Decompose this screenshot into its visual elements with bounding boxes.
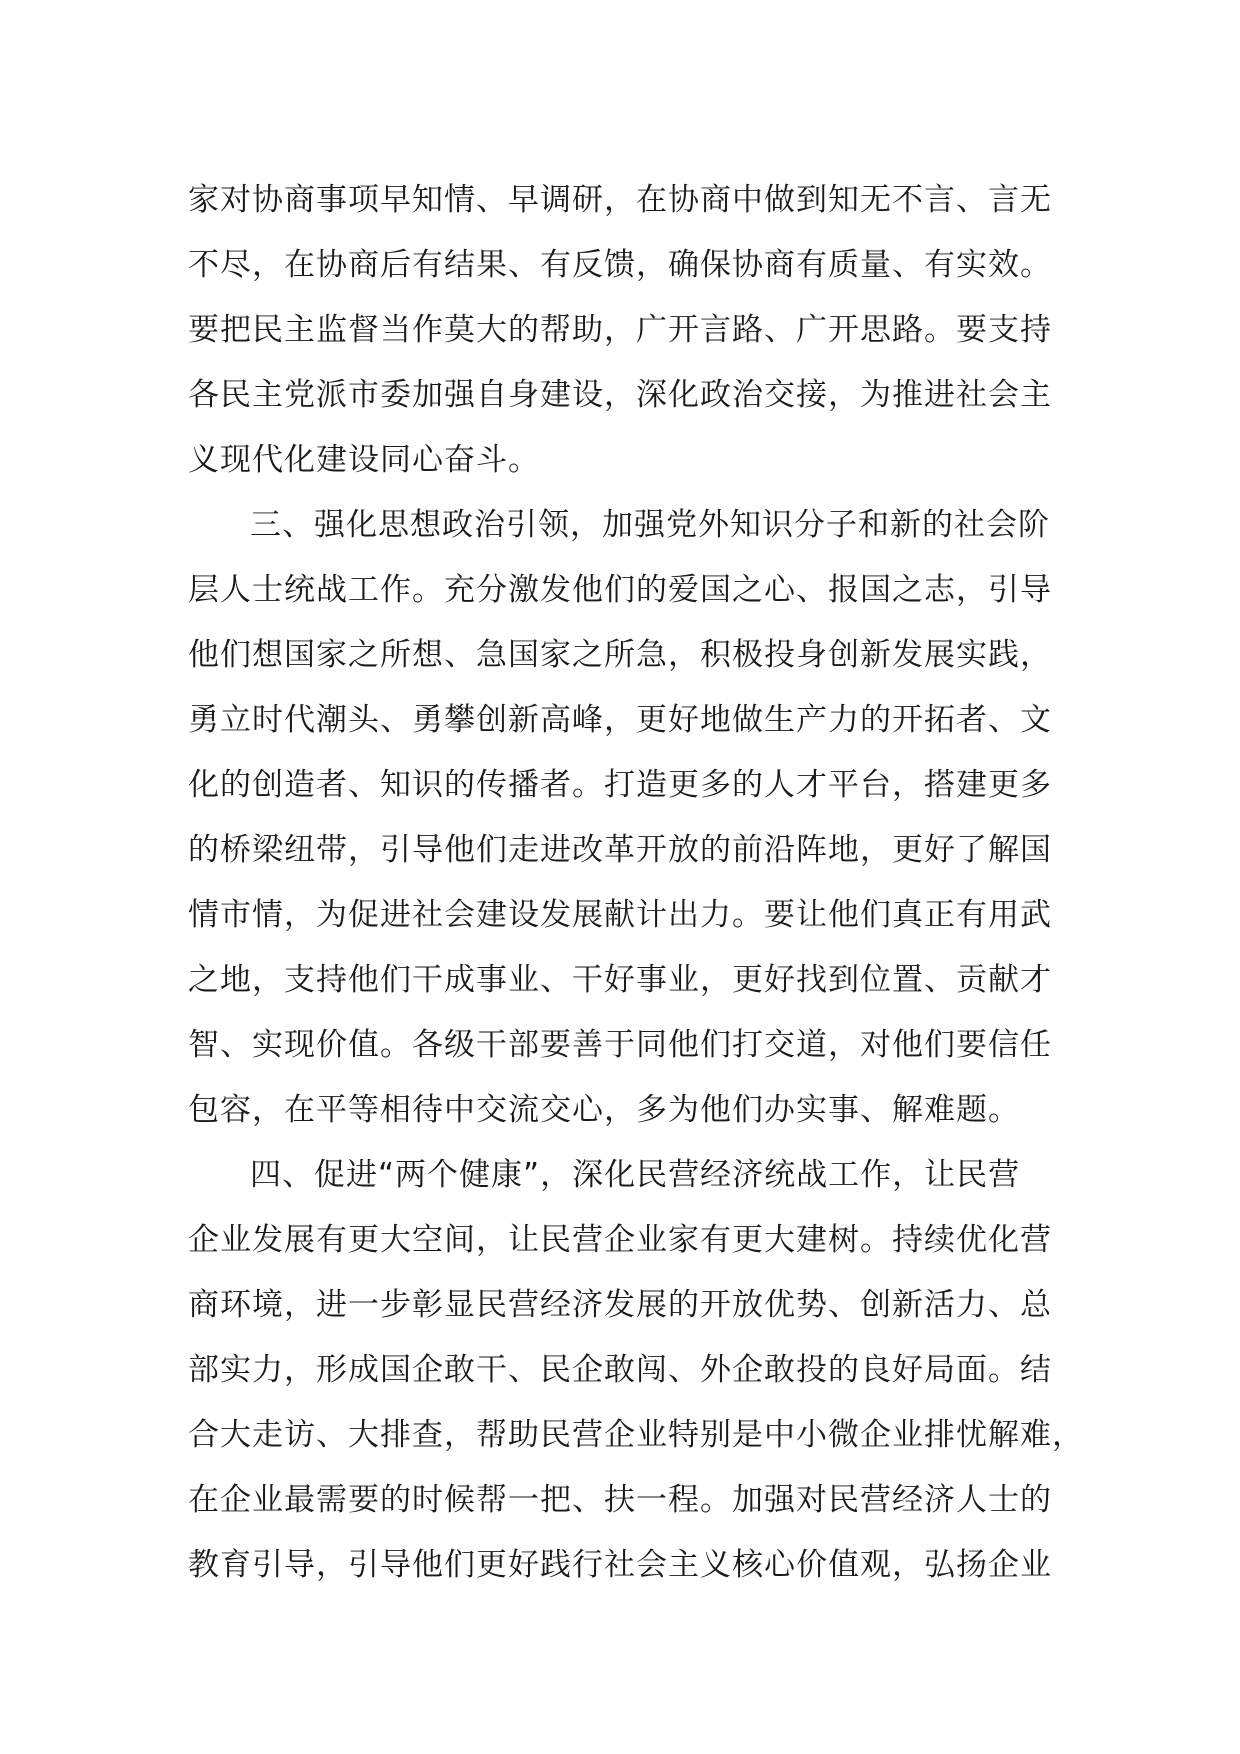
- text-line: 义现代化建设同心奋斗。: [188, 442, 540, 478]
- section-four-heading-line: 四、促进“两个健康”，深化民营经济统战工作，让民营: [250, 1157, 1021, 1193]
- text-line: 要把民主监督当作莫大的帮助，广开言路、广开思路。要支持: [188, 312, 1052, 348]
- text-line: 企业发展有更大空间，让民营企业家有更大建树。持续优化营: [188, 1222, 1052, 1258]
- text-line: 智、实现价值。各级干部要善于同他们打交道，对他们要信任: [188, 1027, 1052, 1063]
- text-line: 教育引导，引导他们更好践行社会主义核心价值观，弘扬企业: [188, 1547, 1052, 1583]
- text-line: 之地，支持他们干成事业、干好事业，更好找到位置、贡献才: [188, 962, 1052, 998]
- text-line: 各民主党派市委加强自身建设，深化政治交接，为推进社会主: [188, 377, 1052, 413]
- text-line: 包容，在平等相待中交流交心，多为他们办实事、解难题。: [188, 1092, 1020, 1128]
- text-line: 在企业最需要的时候帮一把、扶一程。加强对民营经济人士的: [188, 1482, 1052, 1518]
- text-line: 层人士统战工作。充分激发他们的爱国之心、报国之志，引导: [188, 572, 1052, 608]
- body-text: [188, 168, 1084, 1598]
- text-line: 的桥梁纽带，引导他们走进改革开放的前沿阵地，更好了解国: [188, 832, 1052, 868]
- text-line: 家对协商事项早知情、早调研，在协商中做到知无不言、言无: [188, 182, 1052, 218]
- text-line: 情市情，为促进社会建设发展献计出力。要让他们真正有用武: [188, 897, 1052, 933]
- text-line: 化的创造者、知识的传播者。打造更多的人才平台，搭建更多: [188, 767, 1052, 803]
- section-three-heading-line: 三、强化思想政治引领，加强党外知识分子和新的社会阶: [250, 507, 1050, 543]
- text-line: 合大走访、大排查，帮助民营企业特别是中小微企业排忧解难，: [188, 1417, 1084, 1453]
- text-line: 不尽，在协商后有结果、有反馈，确保协商有质量、有实效。: [188, 247, 1052, 283]
- text-line: 部实力，形成国企敢干、民企敢闯、外企敢投的良好局面。结: [188, 1352, 1052, 1388]
- text-line: 他们想国家之所想、急国家之所急，积极投身创新发展实践，: [188, 637, 1052, 673]
- text-line: 商环境，进一步彰显民营经济发展的开放优势、创新活力、总: [188, 1287, 1052, 1323]
- text-line: 勇立时代潮头、勇攀创新高峰，更好地做生产力的开拓者、文: [188, 702, 1052, 738]
